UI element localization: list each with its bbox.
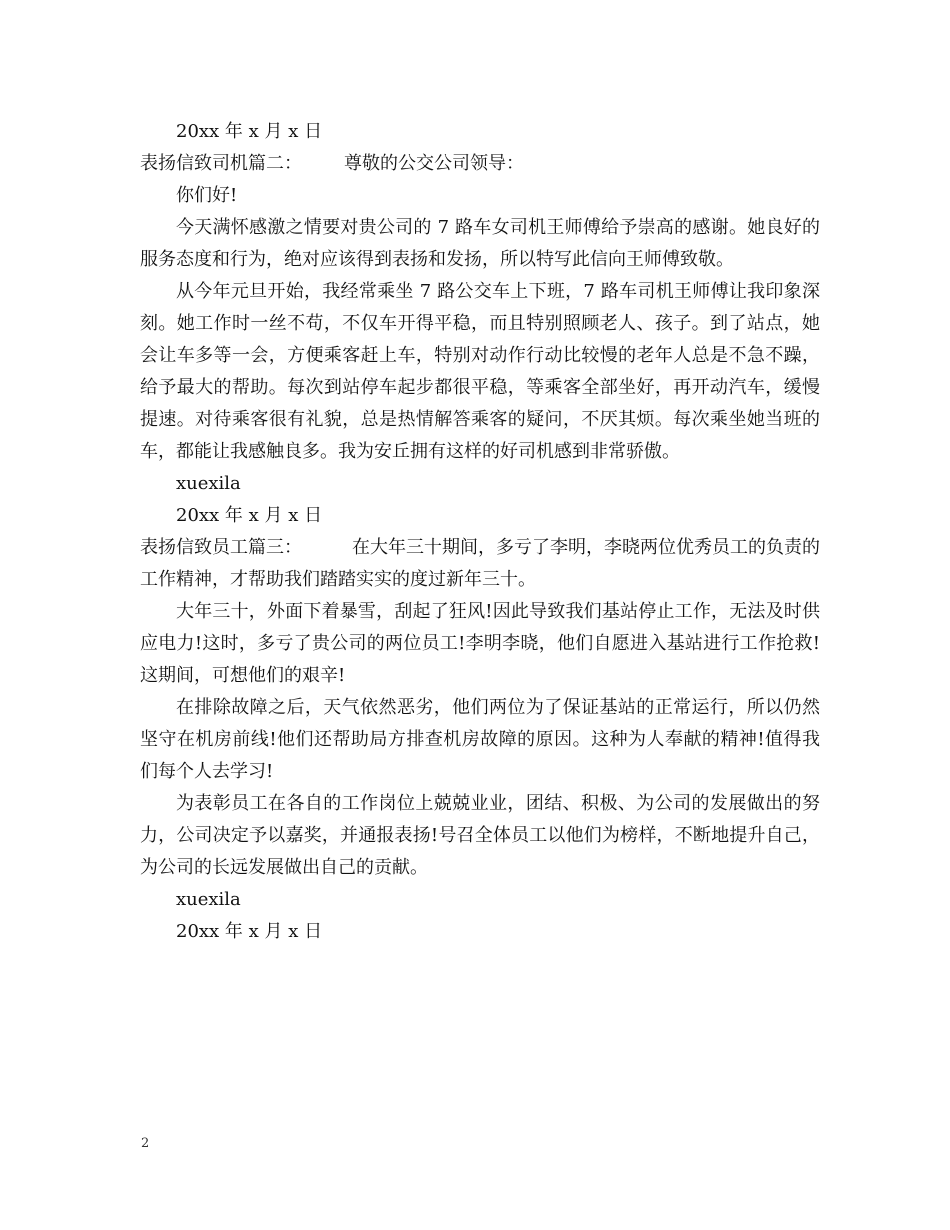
page-number: 2: [141, 1136, 150, 1151]
letter-two-paragraph: 从今年元旦开始，我经常乘坐 7 路公交车上下班，7 路车司机王师傅让我印象深刻。她工作时一丝不苟，不仅车开得平稳，而且特别照顾老人、孩子。到了站点，她会让车多等一会，方便乘客赶上车，特别对动作行动比较慢的老年人总是不急不躁，给予最大的帮助。每次到站停车起步都很平稳，等乘客全部坐好，再开动汽车，缓慢提速。对待乘客很有礼貌，总是热情解答乘客的疑问，不厌其烦。每次乘坐她当班的车，都能让我感触良多。我为安丘拥有这样的好司机感到非常骄傲。: [140, 281, 820, 462]
letter-three-signature: xuexila: [176, 889, 241, 910]
letter-two-title: 表扬信致司机篇二：: [140, 153, 302, 174]
letter-two-signature: xuexila: [176, 473, 241, 494]
letter-two-paragraph: 今天满怀感激之情要对贵公司的 7 路车女司机王师傅给予崇高的感谢。她良好的服务态度和行为，绝对应该得到表扬和发扬，所以特写此信向王师傅致敬。: [140, 217, 820, 270]
document-body: [140, 116, 820, 948]
letter-three-opening-text: 在大年三十期间，多亏了李明，李晓两位优秀员工的负责的工作精神，才帮助我们踏踏实实的度过新年三十。: [140, 537, 820, 590]
letter-two-date: 20xx 年 x 月 x 日: [176, 505, 323, 526]
letter-three-paragraph: 大年三十，外面下着暴雪，刮起了狂风!因此导致我们基站停止工作，无法及时供应电力!这时，多亏了贵公司的两位员工!李明李晓，他们自愿进入基站进行工作抢救!这期间，可想他们的艰辛!: [140, 601, 820, 686]
letter-two-salutation: 尊敬的公交公司领导：: [344, 153, 524, 174]
letter-three-paragraph: 为表彰员工在各自的工作岗位上兢兢业业，团结、积极、为公司的发展做出的努力，公司决定予以嘉奖，并通报表扬!号召全体员工以他们为榜样，不断地提升自己，为公司的长远发展做出自己的贡献。: [140, 793, 820, 878]
letter-two-heading: [140, 148, 820, 180]
letter-three-title: 表扬信致员工篇三：: [140, 537, 302, 558]
letter-three-opening: [140, 532, 820, 596]
letter-two-greeting: 你们好!: [176, 185, 238, 206]
letter-three-paragraph: 在排除故障之后，天气依然恶劣，他们两位为了保证基站的正常运行，所以仍然坚守在机房前线!他们还帮助局方排查机房故障的原因。这种为人奉献的精神!值得我们每个人去学习!: [140, 697, 820, 782]
date-line: 20xx 年 x 月 x 日: [176, 121, 323, 142]
letter-three-date: 20xx 年 x 月 x 日: [176, 921, 323, 942]
